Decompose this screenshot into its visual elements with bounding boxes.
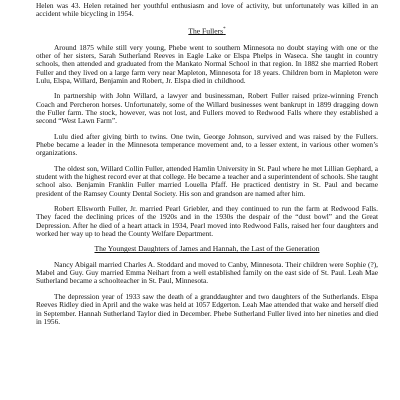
- document-page: [36, 2, 378, 333]
- paragraph-helen: Helen was 43. Helen retained her youthful enthusiasm and love of activity, but unfortunately was killed in an accident while bicycling in 1954.: [36, 1, 378, 19]
- paragraph-phebe-minnesota: Around 1875 while still very young, Phebe went to southern Minnesota no doubt staying with one or the other of her sisters, Sarah Sutherland Reeves in Eagle Lake or Elspa Phelps in Waseca. She taught in country schools, then attended and graduated from the Mankato Normal School in that region. In 1882 she married Robert Fuller and they lived on a large farm very near Mapleton, Minnesota for 18 years. Children born in Mapleton were Lulu, Elspa, Willard, Benjamin and Robert, Jr. Elspa died in childhood.: [36, 42, 378, 85]
- paragraph-willard-partnership: In partnership with John Willard, a lawyer and businessman, Robert Fuller raised prize-winning French Coach and Percheron horses. Unfortunately, some of the Willard businesses went bankrupt in 1899 dragging down the Fuller farm. The stock, however, was not lost, and Fullers moved to Redwood Falls where they established a second “West Lawn Farm”.: [36, 91, 378, 126]
- paragraph-nancy-abigail: Nancy Abigail married Charles A. Stoddard and moved to Canby, Minnesota. Their children were Sophie (?), Mabel and Guy. Guy married Emma Neihart from a well established family on the east side of St. Paul. Leah Mae Sutherland became a schoolteacher in St. Paul, Minnesota.: [36, 259, 378, 286]
- section-heading-youngest-daughters: The Youngest Daughters of James and Hannah, the Last of the Generation: [94, 244, 320, 254]
- section-heading-fullers-text: The Fullers: [188, 26, 224, 36]
- paragraph-willard-collin: The oldest son, Willard Collin Fuller, attended Hamlin University in St. Paul where he met Lillian Gephard, a student with the highest record ever at that college. He became a teacher and a superintendent of schools. She taught school also. Benjamin Franklin Fuller married Louella Pfaff. He practiced dentistry in St. Paul and became president of the Ramsey County Dental Society. His son and grandson are named after him.: [36, 163, 378, 198]
- paragraph-depression-1933: The depression year of 1933 saw the death of a granddaughter and two daughters of the Sutherlands. Elspa Reeves Ridley died in April and the wake was held at 1057 Edgerton. Leah Mae attended that wake and herself died in September. Hannah Sutherland Taylor died in December. Phebe Sutherland Fuller lived into her nineties and died in 1956.: [36, 291, 378, 326]
- paragraph-lulu: Lulu died after giving birth to twins. One twin, George Johnson, survived and was raised by the Fullers. Phebe became a leader in the Minnesota temperance movement and, to a lesser extent, in various other women’s organizations.: [36, 131, 378, 158]
- footnote-mark: *: [223, 26, 226, 32]
- paragraph-robert-jr: Robert Ellsworth Fuller, Jr. married Pearl Griebler, and they continued to run the farm at Redwood Falls. They faced the declining prices of the 1920s and in the 1930s the despair of the “dust bowl” and the Great Depression. After he died of a heart attack in 1934, Pearl moved into Redwood Falls, raised her four daughters and worked her way up to head the County Welfare Department.: [36, 204, 378, 239]
- section-heading-fullers: [36, 26, 378, 36]
